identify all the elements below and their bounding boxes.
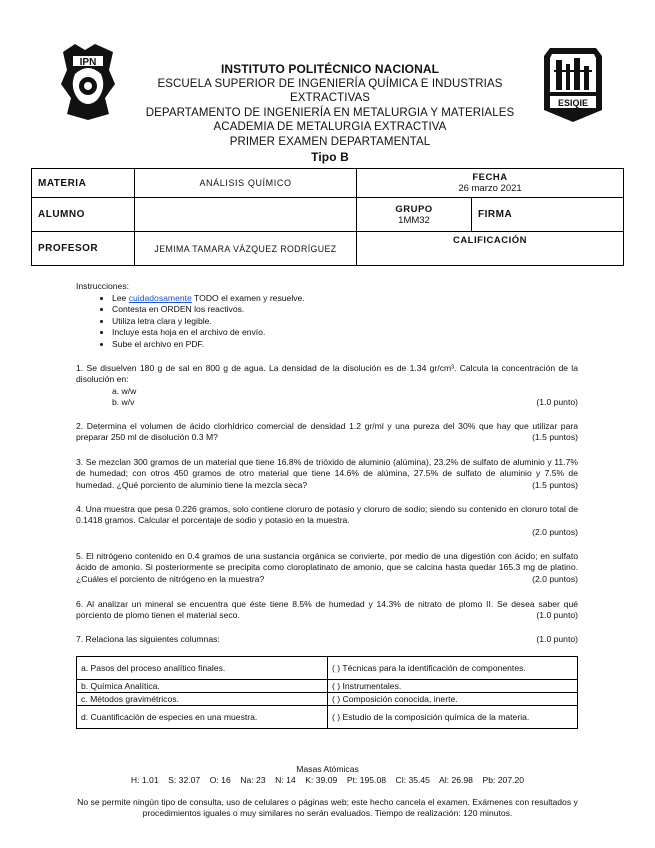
esiqie-logo xyxy=(540,40,606,124)
svg-text:IPN: IPN xyxy=(79,57,97,68)
question-4-points: (2.0 puntos) xyxy=(532,526,578,537)
fecha-value: 26 marzo 2021 xyxy=(458,183,522,194)
materia-value: ANÁLISIS QUÍMICO xyxy=(135,169,357,198)
calificacion-cell xyxy=(357,232,624,266)
svg-text:ESIQIE: ESIQIE xyxy=(557,98,589,108)
alumno-label: ALUMNO xyxy=(32,198,135,232)
list-item: • Incluye esta hoja en el archivo de envío. xyxy=(112,327,578,339)
atomic-masses-title: Masas Atómicas xyxy=(296,764,359,774)
question-5: 5. El nitrógeno contenido en 0.4 gramos de una sustancia orgánica se convierte, por medio de una digestión con ácido; en sulfato ácido de amonio. Si posteriormente se precipita como cloroplatinato de amonio, que se calcina hasta quedar 165.3 mg de platino. ¿Cuáles el porciento de nitrógeno en la muestra? (2.0 puntos) xyxy=(76,551,578,584)
question-2-points: (1.5 puntos) xyxy=(532,432,578,443)
instructions-list xyxy=(112,293,578,351)
alumno-field[interactable] xyxy=(135,198,357,232)
match-right-1[interactable]: ( ) Técnicas para la identificación de componentes. xyxy=(328,657,578,680)
question-2: 2. Determina el volumen de ácido clorhídrico comercial de densidad 1.2 gr/ml y una pureza del 30% que hay que utilizar para preparar 250 ml de disolución 0.3 M? (1.5 puntos) xyxy=(76,421,578,443)
question-7: 7. Relaciona las siguientes columnas: (1.0 punto) xyxy=(76,634,578,644)
question-1-points: (1.0 punto) xyxy=(536,397,578,408)
grupo-cell xyxy=(357,198,472,232)
question-4: 4. Una muestra que pesa 0.226 gramos, solo contiene cloruro de potasio y cloruro de sodio; siendo su contenido en cloruro total de 0.1418 gramos. Calcular el porcentaje de sodio y potasio en la muestra. (2.0 puntos) xyxy=(76,504,578,537)
match-right-4[interactable]: ( ) Estudio de la composición química de la materia. xyxy=(328,706,578,729)
institution-name: INSTITUTO POLITÉCNICO NACIONAL xyxy=(220,62,440,76)
list-item: • Sube el archivo en PDF. xyxy=(112,339,578,351)
matching-table xyxy=(76,656,578,729)
school-name: ESCUELA SUPERIOR DE INGENIERÍA QUÍMICA E INDUSTRIAS EXTRACTIVAS xyxy=(157,77,503,104)
exam-name: PRIMER EXAMEN DEPARTAMENTAL xyxy=(229,135,431,148)
exam-rules-note: No se permite ningún tipo de consulta, uso de celulares o páginas web; este hecho cancela el examen. Exámenes con resultados y procedimientos iguales o muy similares no serán evaluados. Tiempo de realización: 120 minutos. xyxy=(77,797,578,818)
firma-cell[interactable] xyxy=(472,198,624,232)
ipn-logo xyxy=(55,40,121,124)
question-6-points: (1.0 punto) xyxy=(536,610,578,621)
match-right-2[interactable]: ( ) Instrumentales. xyxy=(328,680,578,693)
instructions xyxy=(76,281,578,350)
list-item: • Utiliza letra clara y legible. xyxy=(112,316,578,328)
materia-label: MATERIA xyxy=(32,169,135,198)
question-1-a: a. w/w xyxy=(112,385,137,396)
calificacion-label: CALIFICACIÓN xyxy=(452,235,528,246)
instructions-title: Instrucciones: xyxy=(76,281,130,291)
atomic-masses xyxy=(60,764,595,786)
academy-name: ACADEMIA DE METALURGIA EXTRACTIVA xyxy=(213,121,447,133)
question-3: 3. Se mezclan 300 gramos de un material que tiene 16.8% de trióxido de aluminio (alúmina), 23.2% de sulfato de aluminio y 11.7% de humedad; con otros 450 gramos de otro material que tiene 14.6% de alúmina, 27.5% de sulfato de aluminio y 7.5% de humedad. ¿Qué porciento de aluminio tiene la mezcla seca? (1.5 puntos) xyxy=(76,457,578,490)
question-3-points: (1.5 puntos) xyxy=(532,479,578,490)
question-1-b: b. w/v (1.0 punto) xyxy=(112,397,578,408)
list-item: • Lee cuidadosamente TODO el examen y resuelve. xyxy=(112,293,578,305)
exam-header xyxy=(120,62,540,165)
match-left-c: c. Métodos gravimétricos. xyxy=(77,693,328,706)
grupo-value: 1MM32 xyxy=(398,214,430,226)
student-info-table xyxy=(31,168,624,266)
atomic-masses-values: H: 1.01 S: 32.07 O: 16 Na: 23 N: 14 K: 39.09 Pt: 195.08 Cl: 35.45 Al: 26.98 Pb: 207.20 xyxy=(130,775,525,785)
exam-type: Tipo B xyxy=(311,150,349,164)
profesor-value: JEMIMA TAMARA VÁZQUEZ RODRÍGUEZ xyxy=(135,232,357,266)
grupo-label: GRUPO xyxy=(395,203,433,215)
match-left-d: d. Cuantificación de especies en una muestra. xyxy=(77,706,328,729)
question-5-points: (2.0 puntos) xyxy=(532,573,578,584)
profesor-label: PROFESOR xyxy=(32,232,135,266)
match-left-b: b. Química Analítica. xyxy=(77,680,328,693)
fecha-label: FECHA xyxy=(472,172,508,183)
question-7-points: (1.0 punto) xyxy=(536,634,578,644)
fecha-cell xyxy=(357,169,624,198)
department-name: DEPARTAMENTO DE INGENIERÍA EN METALURGIA Y MATERIALES xyxy=(145,106,515,119)
list-item: • Contesta en ORDEN los reactivos. xyxy=(112,304,578,316)
match-right-3[interactable]: ( ) Composición conocida, inerte. xyxy=(328,693,578,706)
cuidadosamente-link[interactable]: cuidadosamente xyxy=(128,292,192,303)
question-1: 1. Se disuelven 180 g de sal en 800 g de agua. La densidad de la disolución es de 1.34 gr/cm³. Calcula la concentración de la disolución en: a. w/w b. w/v (1.0 punto) xyxy=(76,363,578,408)
question-6: 6. Al analizar un mineral se encuentra que éste tiene 8.5% de humedad y 14.3% de nitrato de plomo II. Se desea saber qué porciento de plomo tienen el material seco. (1.0 punto) xyxy=(76,599,578,621)
match-left-a: a. Pasos del proceso analítico finales. xyxy=(77,657,328,680)
firma-label: FIRMA xyxy=(478,209,513,220)
